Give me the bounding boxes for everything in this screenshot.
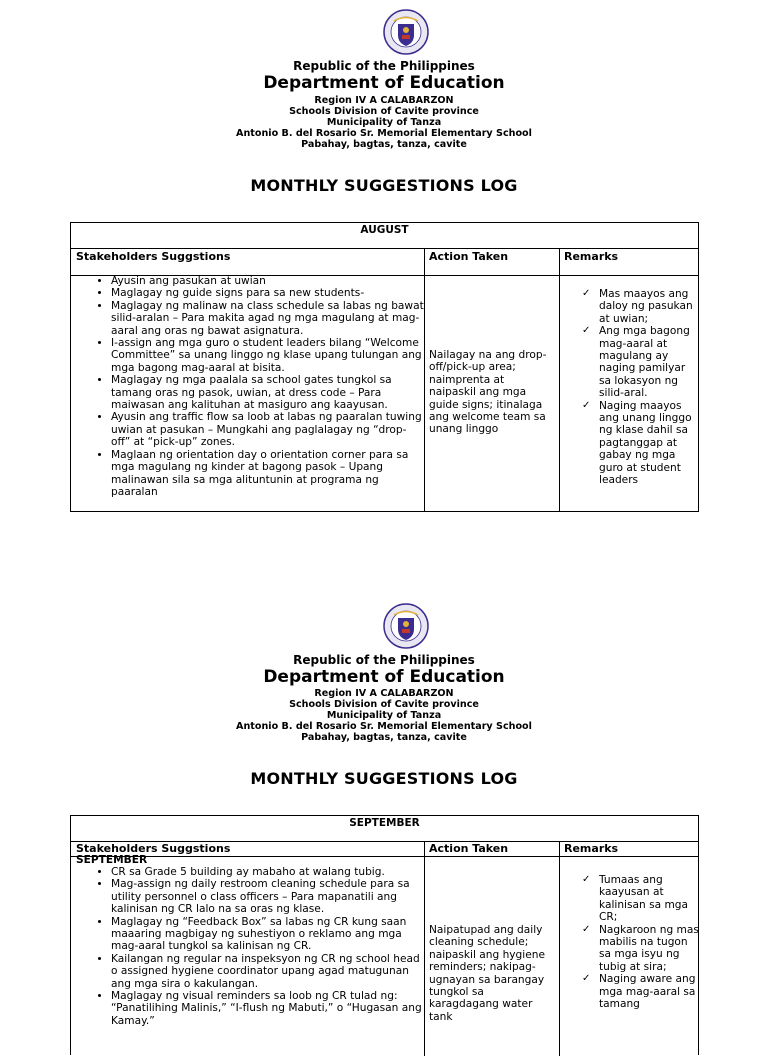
suggestions-cell <box>71 275 424 498</box>
list-item: • Ayusin ang traffic flow sa loob at labas ng paaralan tuwing uwian at pasukan – Mungkahi ang paglalagay ng “drop-off” at “pick-up” zones. <box>111 411 424 448</box>
column-header-action: Action Taken <box>429 842 509 855</box>
region-line: Region IV A CALABARZON <box>314 95 454 106</box>
suggestions-list <box>71 866 424 1027</box>
september-table <box>70 815 699 1055</box>
september-page <box>0 594 768 1027</box>
list-item: • Maglagay ng mga paalala sa school gates tungkol sa tamang oras ng pasok, uwian, at dress code – Para maiwasan ang kalituhan at masiguro ang kaayusan. <box>111 374 424 411</box>
column-header-suggestions: Stakeholders Suggstions <box>76 842 231 855</box>
suggestions-cell <box>71 854 424 1027</box>
department-title: Department of Education <box>263 667 505 687</box>
list-item: • Maglagay ng visual reminders sa loob ng CR tulad ng: “Panatilihing Malinis,” “I-flush ng Mabuti,” o “Hugasan ang Kamay.” <box>111 990 424 1027</box>
list-item: ✓ Ang mga bagong mag-aaral at magulang ay naging pamilyar sa lokasyon ng silid-aral. <box>599 325 700 399</box>
table-header-row <box>71 249 698 276</box>
department-title: Department of Education <box>263 73 505 93</box>
remarks-cell <box>559 288 700 487</box>
list-item: • Kailangan ng regular na inspeksyon ng CR ng school head o assigned hygiene coordinator upang agad matugunan ang mga sira o kakulangan. <box>111 953 424 990</box>
region-line: Region IV A CALABARZON <box>314 688 454 699</box>
remarks-cell <box>559 874 700 1010</box>
list-item: • Maglagay ng “Feedback Box” sa labas ng CR kung saan maaaring magbigay ng suhestiyon o reklamo ang mga mag-aaral tungkol sa kalinisan ng CR. <box>111 916 424 953</box>
list-item: • Maglaan ng orientation day o orientation corner para sa mga magulang ng kinder at bagong pasok – Upang malinawan sila sa mga alituntunin at programa ng paaralan <box>111 449 424 499</box>
list-item: • Maglagay ng malinaw na class schedule sa labas ng bawat silid-aralan – Para makita agad ng mga magulang at mag-aaral ang oras ng bawat asignatura. <box>111 300 424 337</box>
list-item: • I-assign ang mga guro o student leaders bilang “Welcome Committee” sa unang linggo ng klase upang tulungan ang mga bagong mag-aaral at bisita. <box>111 337 424 374</box>
list-item: • Maglagay ng guide signs para sa new students- <box>111 287 424 299</box>
list-item: • CR sa Grade 5 building ay mabaho at walang tubig. <box>111 866 424 878</box>
log-title: MONTHLY SUGGESTIONS LOG <box>250 176 518 195</box>
deped-seal-icon <box>383 603 429 649</box>
address-line: Pabahay, bagtas, tanza, cavite <box>301 139 467 150</box>
school-line: Antonio B. del Rosario Sr. Memorial Elementary School <box>236 128 532 139</box>
deped-seal-icon <box>383 9 429 55</box>
august-table <box>70 222 699 512</box>
action-taken-cell: Naipatupad ang daily cleaning schedule; naipaskil ang hygiene reminders; nakipag-ugnayan sa barangay tungkol sa karagdagang water tank <box>429 924 545 1023</box>
month-heading: AUGUST <box>71 223 698 249</box>
action-taken-cell: Nailagay na ang drop-off/pick-up area; naimprenta at naipaskil ang mga guide signs; itinalaga ang welcome team sa unang linggo <box>429 349 547 436</box>
address-line: Pabahay, bagtas, tanza, cavite <box>301 732 467 743</box>
list-item: ✓ Mas maayos ang daloy ng pasukan at uwian; <box>599 288 700 325</box>
column-header-action: Action Taken <box>429 250 509 263</box>
republic-title: Republic of the Philippines <box>293 59 475 73</box>
suggestions-list <box>71 275 424 498</box>
list-item: ✓ Nagkaroon ng mas mabilis na tugon sa mga isyu ng tubig at sira; <box>599 924 700 974</box>
column-header-remarks: Remarks <box>564 842 619 855</box>
list-item: • Mag-assign ng daily restroom cleaning schedule para sa utility personnel o class officers – Para mapanatili ang kalinisan ng CR lalo na sa oras ng klase. <box>111 878 424 915</box>
remarks-list <box>559 874 700 1010</box>
division-line: Schools Division of Cavite province <box>289 699 479 710</box>
august-page <box>0 0 768 520</box>
list-item: ✓ Naging maayos ang unang linggo ng klase dahil sa pagtanggap at gabay ng mga guro at student leaders <box>599 400 700 487</box>
section-label: SEPTEMBER <box>76 854 148 866</box>
division-line: Schools Division of Cavite province <box>289 106 479 117</box>
month-heading: SEPTEMBER <box>71 816 698 842</box>
school-line: Antonio B. del Rosario Sr. Memorial Elementary School <box>236 721 532 732</box>
municipality-line: Municipality of Tanza <box>326 710 442 721</box>
column-header-remarks: Remarks <box>564 250 619 263</box>
municipality-line: Municipality of Tanza <box>326 117 442 128</box>
list-item: ✓ Tumaas ang kaayusan at kalinisan sa mga CR; <box>599 874 700 924</box>
list-item: ✓ Naging aware ang mga mag-aaral sa tamang <box>599 973 700 1010</box>
log-title: MONTHLY SUGGESTIONS LOG <box>250 769 518 788</box>
remarks-list <box>559 288 700 487</box>
list-item: • Ayusin ang pasukan at uwian <box>111 275 424 287</box>
column-header-suggestions: Stakeholders Suggstions <box>76 250 231 263</box>
republic-title: Republic of the Philippines <box>293 653 475 667</box>
